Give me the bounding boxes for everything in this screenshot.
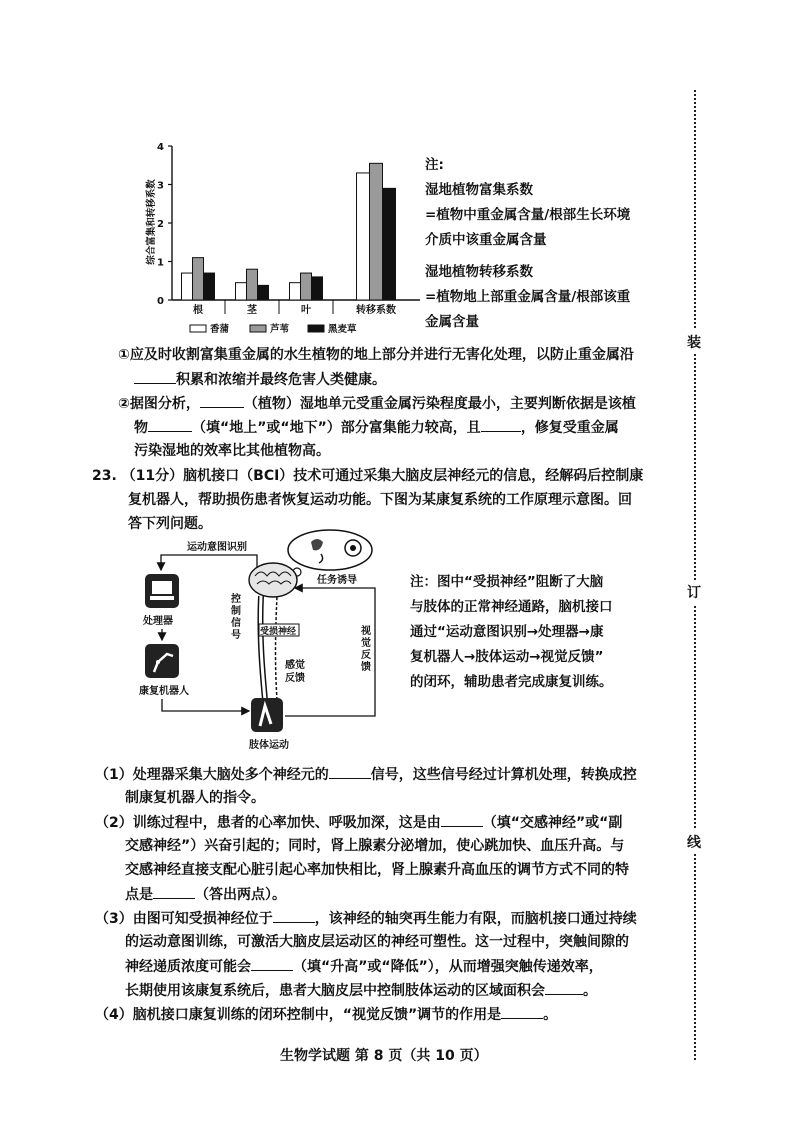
chart-note-title: 注: xyxy=(425,157,444,173)
sub3-line2: 的运动意图训练，可激活大脑皮层运动区的神经可塑性。这一过程中，突触间隙的 xyxy=(125,934,629,950)
diagram-note-line: 通过“运动意图识别→处理器→康 xyxy=(410,624,604,640)
y-tick-label: 2 xyxy=(157,219,164,230)
diagram-note-line: 注：图中“受损神经”阻断了大脑 xyxy=(410,574,604,590)
control-label-4: 号 xyxy=(231,630,241,641)
q22-p2b: （植物）湿地单元受重金属污染程度最小，主要判断依据是该植 xyxy=(243,396,636,412)
damaged-nerve-label: 受损神经 xyxy=(260,627,297,637)
q22-p2-line1 xyxy=(118,391,636,416)
bar-香蒲 xyxy=(236,283,247,300)
sub2-line1 xyxy=(95,810,622,835)
q22-p1a: ①应及时收割富集重金属的水生植物的地上部分并进行无害化处理，以防止重金属沿 xyxy=(118,347,634,363)
sub3g: 。 xyxy=(583,983,597,999)
sensory-label-1: 感觉 xyxy=(285,660,305,671)
q22-p2e: ，修复受重金属 xyxy=(520,420,619,436)
q23-stem-1: 23. （11分）脑机接口（BCI）技术可通过采集大脑皮层神经元的信息，经解码后控制康 xyxy=(92,468,644,484)
sub1-line2: 制康复机器人的指令。 xyxy=(125,790,265,806)
legend-label: 黑麦草 xyxy=(328,324,357,335)
x-tick-label: 根 xyxy=(193,305,203,316)
sub3f: 长期使用该康复系统后，患者大脑皮层中控制肢体运动的区域面积会 xyxy=(125,983,545,999)
legend-swatch xyxy=(250,325,266,332)
answer-blank[interactable] xyxy=(481,415,521,432)
sub2a: （2）训练过程中，患者的心率加快、呼吸加深，这是由 xyxy=(95,815,441,831)
answer-blank[interactable] xyxy=(501,1002,543,1019)
x-tick-label: 叶 xyxy=(301,305,311,316)
sub2-line2: 交感神经”）兴奋引起的；同时，肾上腺素分泌增加，使心跳加快、血压升高。与 xyxy=(125,838,625,854)
bar-芦苇 xyxy=(247,269,258,300)
sub4a: （4）脑机接口康复训练的闭环控制中，“视觉反馈”调节的作用是 xyxy=(95,1007,502,1023)
y-tick-label: 3 xyxy=(157,180,164,192)
y-tick-label: 1 xyxy=(157,257,164,269)
sub3-line4 xyxy=(125,978,597,1003)
sub1a: （1）处理器采集大脑处多个神经元的 xyxy=(95,767,329,783)
sub1b: 信号，这些信号经过计算机处理，转换成控 xyxy=(370,767,637,783)
sub2e: 点是 xyxy=(125,887,153,903)
intent-label: 运动意图识别 xyxy=(187,542,247,553)
processor-icon xyxy=(145,574,179,608)
sub3-line3 xyxy=(125,954,603,979)
q22-p1-line2 xyxy=(134,367,386,392)
sub4-line1 xyxy=(95,1002,557,1027)
diagram-note-line: 复机器人→肢体运动→视觉反馈” xyxy=(410,649,604,665)
bar-黑麦草 xyxy=(383,188,396,300)
bar-chart xyxy=(140,140,425,345)
chart-note-line: 介质中该重金属含量 xyxy=(425,232,547,248)
sub3d: 神经递质浓度可能会 xyxy=(125,959,251,975)
binding-label-xian: 线 xyxy=(687,830,701,854)
q22-p2c: 物 xyxy=(134,420,148,436)
bar-香蒲 xyxy=(182,273,193,300)
q22-p1b: 积累和浓缩并最终危害人类健康。 xyxy=(176,372,386,388)
sub4b: 。 xyxy=(543,1007,558,1023)
task-label: 任务诱导 xyxy=(317,575,357,586)
binding-label-ding: 订 xyxy=(687,580,701,604)
q23-stem-2: 复机器人，帮助损伤患者恢复运动功能。下图为某康复系统的工作原理示意图。回 xyxy=(128,492,632,508)
limb-label: 肢体运动 xyxy=(249,740,289,751)
chart-note-line: 湿地植物转移系数 xyxy=(425,264,533,280)
answer-blank[interactable] xyxy=(200,391,244,408)
sensory-label-2: 反馈 xyxy=(285,673,305,684)
brain-icon xyxy=(249,563,297,597)
y-tick-label: 4 xyxy=(157,142,164,153)
bar-芦苇 xyxy=(193,258,204,300)
bci-diagram xyxy=(125,528,405,760)
q22-p2-line2 xyxy=(134,415,619,440)
bar-香蒲 xyxy=(290,283,301,300)
sub3-line1 xyxy=(95,906,637,931)
legend-label: 香蒲 xyxy=(210,324,230,335)
limb-icon xyxy=(251,698,283,732)
answer-blank[interactable] xyxy=(545,978,583,995)
legend-swatch xyxy=(190,325,206,332)
robot-to-limb-arrow xyxy=(162,699,249,711)
control-label-2: 制 xyxy=(231,606,241,617)
diagram-note xyxy=(410,570,613,695)
diagram-note-line: 与肢体的正常神经通路，脑机接口 xyxy=(410,599,613,615)
sub1-line1 xyxy=(95,762,637,787)
sub2b: （填“交感神经”或“副 xyxy=(482,815,623,831)
q22-p2d: （填“地上”或“地下”）部分富集能力较高，且 xyxy=(192,420,481,436)
bar-芦苇 xyxy=(370,163,383,300)
answer-blank[interactable] xyxy=(329,762,371,779)
answer-blank[interactable] xyxy=(148,415,192,432)
visual-label-1: 视 xyxy=(361,626,371,637)
control-label-3: 信 xyxy=(231,618,241,629)
answer-blank[interactable] xyxy=(134,367,176,384)
robot-arm-icon xyxy=(145,644,179,678)
x-tick-label: 转移系数 xyxy=(356,305,396,316)
processor-label: 处理器 xyxy=(143,616,173,627)
sub2f: （答出两点）。 xyxy=(195,887,286,903)
visual-label-4: 馈 xyxy=(361,662,371,673)
sensory-pathway xyxy=(276,596,278,700)
binding-label-zhuang: 装 xyxy=(687,330,701,354)
page-footer: 生物学试题 第 8 页（共 10 页） xyxy=(280,1048,488,1064)
visual-label-3: 反 xyxy=(361,650,371,661)
chart-note xyxy=(425,153,630,335)
sub3e: （填“升高”或“降低”），从而增强突触传递效率， xyxy=(293,959,603,975)
bar-芦苇 xyxy=(301,273,312,300)
robot-label: 康复机器人 xyxy=(139,686,189,697)
bar-黑麦草 xyxy=(312,277,323,300)
sub2-line3: 交感神经直接支配心脏引起心率加快相比，肾上腺素升高血压的调节方式不同的特 xyxy=(125,862,629,878)
sub3b: ，该神经的轴突再生能力有限，而脑机接口通过持续 xyxy=(314,911,637,927)
chart-note-line: =植物地上部重金属含量/根部该重 xyxy=(425,289,631,305)
sub3a: （3）由图可知受损神经位于 xyxy=(95,911,273,927)
bar-黑麦草 xyxy=(258,285,269,300)
visual-label-2: 觉 xyxy=(361,638,371,649)
answer-blank[interactable] xyxy=(251,954,293,971)
q22-p2a: ②据图分析， xyxy=(118,396,200,412)
sub2-line4 xyxy=(125,882,286,907)
chart-note-line: 金属含量 xyxy=(425,314,479,330)
binding-dotted-line xyxy=(694,90,696,1060)
chart-note-line: =植物中重金属含量/根部生长环境 xyxy=(425,207,631,223)
answer-blank[interactable] xyxy=(153,882,195,899)
control-label-1: 控 xyxy=(231,594,241,605)
q23-stem-3: 答下列问题。 xyxy=(128,516,212,532)
diagram-note-line: 的闭环，辅助患者完成康复训练。 xyxy=(410,674,613,690)
chart-ylabel: 综合富集和转移系数 xyxy=(146,179,157,265)
chart-note-line: 湿地植物富集系数 xyxy=(425,182,533,198)
bar-香蒲 xyxy=(357,173,370,300)
x-tick-label: 茎 xyxy=(247,305,257,316)
legend-swatch xyxy=(308,325,324,332)
answer-blank[interactable] xyxy=(273,906,315,923)
y-tick-label: 0 xyxy=(157,296,164,307)
bar-黑麦草 xyxy=(204,273,215,300)
intent-arrow xyxy=(161,555,257,570)
answer-blank[interactable] xyxy=(441,810,483,827)
legend-label: 芦苇 xyxy=(270,324,290,335)
q22-p2f: 污染湿地的效率比其他植物高。 xyxy=(134,443,330,459)
